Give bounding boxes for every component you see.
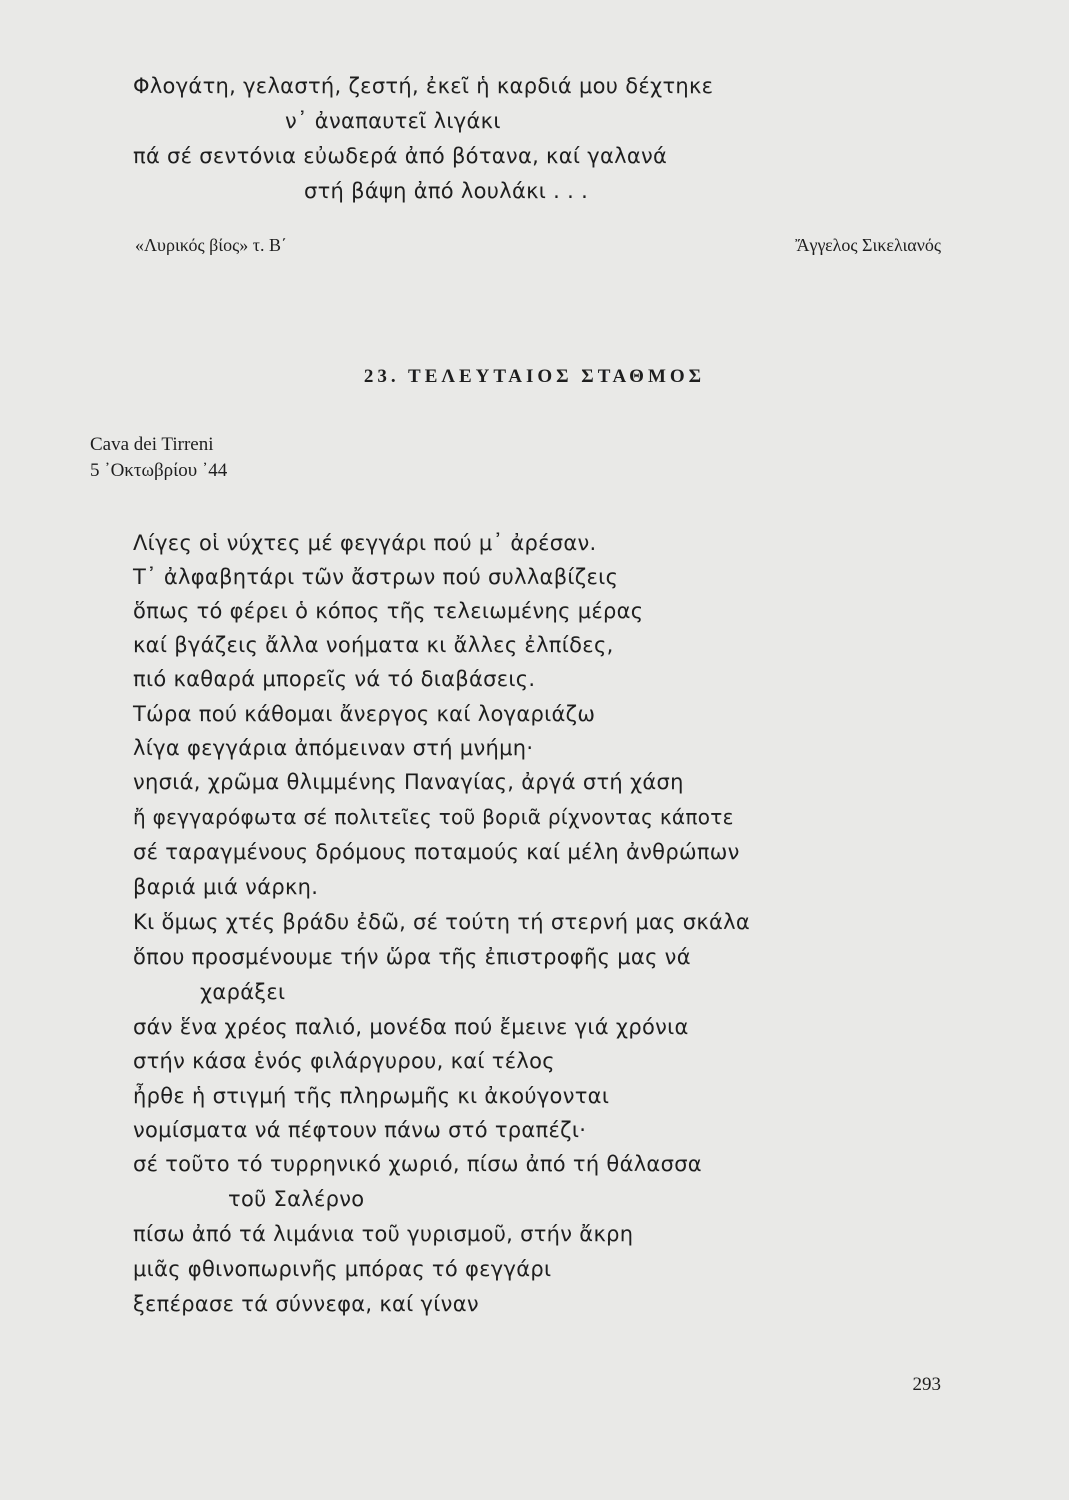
epigraph-author: Ἄγγελος Σικελιανός (795, 235, 941, 255)
poem-line: βαριά μιά νάρκη. (133, 875, 319, 899)
poem-place: Cava dei Tirreni (90, 434, 214, 455)
poem-line: τοῦ Σαλέρνο (228, 1187, 365, 1211)
poem-line: νησιά, χρῶμα θλιμμένης Παναγίας, ἀργά στή χάση (133, 770, 684, 794)
poem-line: Τ᾽ ἀλφαβητάρι τῶν ἄστρων πού συλλαβίζεις (133, 565, 619, 589)
poem-line: λίγα φεγγάρια ἀπόμειναν στή μνήμη· (133, 736, 534, 760)
poem-line: ὅπου προσμένουμε τήν ὥρα τῆς ἐπιστροφῆς μας νά (133, 945, 691, 969)
poem-line: ξεπέρασε τά σύννεφα, καί γίναν (133, 1292, 479, 1316)
poem-line: ἤ φεγγαρόφωτα σέ πολιτεῖες τοῦ βοριᾶ ρίχνοντας κάποτε (133, 805, 734, 829)
poem-line: Κι ὅμως χτές βράδυ ἐδῶ, σέ τούτη τή στερνή μας σκάλα (133, 910, 751, 934)
epigraph-line: πά σέ σεντόνια εὐωδερά ἀπό βότανα, καί γαλανά (133, 144, 668, 168)
poem-line: νομίσματα νά πέφτουν πάνω στό τραπέζι· (133, 1118, 587, 1142)
poem-line: σέ ταραγμένους δρόμους ποταμούς καί μέλη ἀνθρώπων (133, 840, 740, 864)
epigraph-line: ν᾽ ἀναπαυτεῖ λιγάκι (285, 109, 501, 133)
poem-line: ὅπως τό φέρει ὁ κόπος τῆς τελειωμένης μέρας (133, 599, 644, 623)
poem-line: Τώρα πού κάθομαι ἄνεργος καί λογαριάζω (133, 702, 596, 726)
poem-line: καί βγάζεις ἄλλα νοήματα κι ἄλλες ἐλπίδες, (133, 633, 614, 657)
poem-line: πιό καθαρά μπορεῖς νά τό διαβάσεις. (133, 667, 536, 691)
poem-line: ἦρθε ἡ στιγμή τῆς πληρωμῆς κι ἀκούγονται (133, 1084, 610, 1108)
epigraph-source: «Λυρικός βίος» τ. Β΄ (135, 235, 287, 255)
poem-title: 23. ΤΕΛΕΥΤΑΙΟΣ ΣΤΑΘΜΟΣ (363, 366, 706, 387)
page-number: 293 (912, 1374, 941, 1395)
poem-line: χαράξει (200, 980, 286, 1004)
epigraph-line: στή βάψη ἀπό λουλάκι . . . (304, 179, 589, 203)
poem-line: σέ τοῦτο τό τυρρηνικό χωριό, πίσω ἀπό τή θάλασσα (133, 1152, 702, 1176)
poem-line: σάν ἕνα χρέος παλιό, μονέδα πού ἔμεινε γιά χρόνια (133, 1015, 689, 1039)
poem-line: μιᾶς φθινοπωρινῆς μπόρας τό φεγγάρι (133, 1257, 552, 1281)
poem-date: 5 ᾽Οκτωβρίου ᾽44 (90, 460, 228, 481)
poem-line: πίσω ἀπό τά λιμάνια τοῦ γυρισμοῦ, στήν ἄκρη (133, 1222, 634, 1246)
epigraph-line: Φλογάτη, γελαστή, ζεστή, ἐκεῖ ἡ καρδιά μου δέχτηκε (133, 74, 714, 98)
poem-line: στήν κάσα ἑνός φιλάργυρου, καί τέλος (133, 1049, 555, 1073)
poem-line: Λίγες οἱ νύχτες μέ φεγγάρι πού μ᾽ ἀρέσαν. (133, 531, 597, 555)
